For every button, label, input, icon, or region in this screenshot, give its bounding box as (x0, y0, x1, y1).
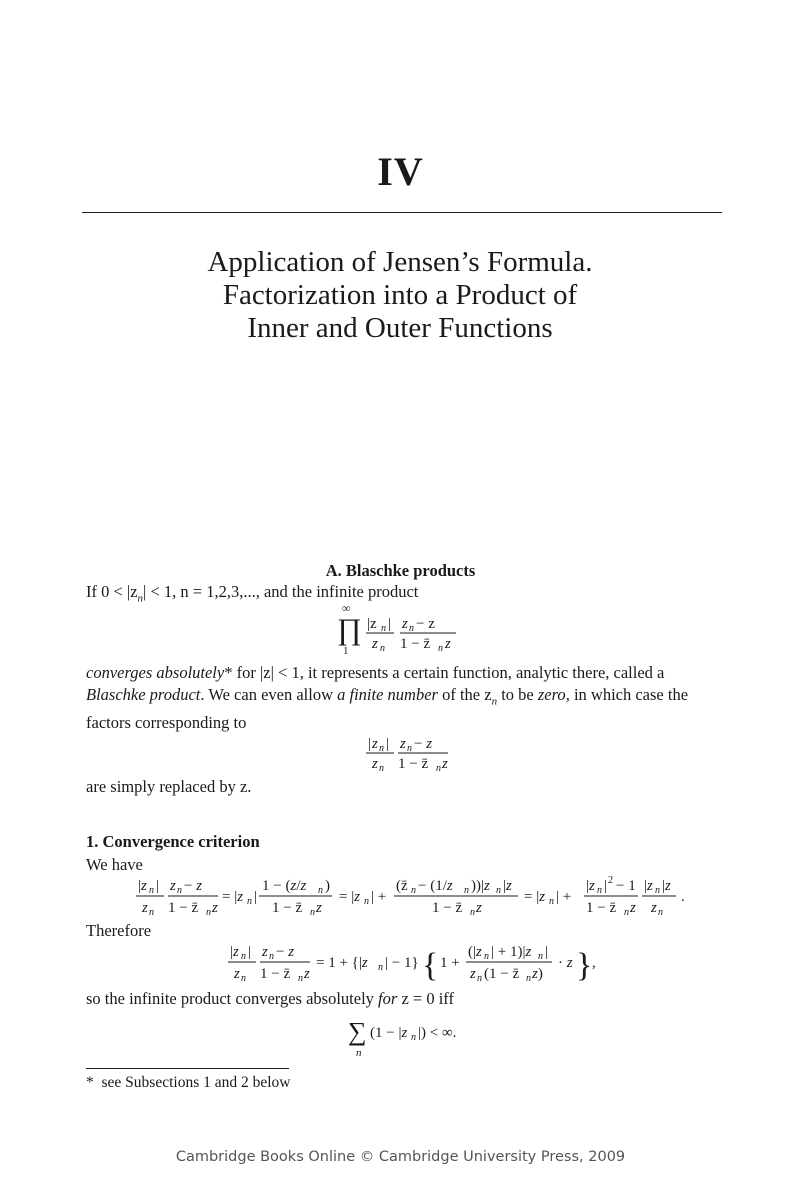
product-num2: z (402, 616, 408, 632)
svg-text:z: z (372, 756, 378, 772)
svg-text:n: n (477, 973, 482, 984)
svg-text:1 − z̄: 1 − z̄ (586, 900, 617, 916)
svg-text:z: z (142, 900, 148, 916)
svg-text:n: n (310, 907, 315, 918)
svg-text:2: 2 (608, 875, 613, 886)
product-lower-limit: 1 (343, 645, 349, 657)
svg-text:n: n (378, 962, 383, 973)
svg-text:|: | (248, 944, 252, 960)
svg-text:| + 1)|z: | + 1)|z (491, 944, 532, 960)
infinite-product-equation (330, 602, 470, 658)
svg-text:− 1: − 1 (616, 878, 636, 894)
svg-text:|: | (156, 878, 160, 894)
paragraph-converges (86, 988, 726, 1010)
svg-text:z: z (170, 878, 176, 894)
svg-text:n: n (484, 951, 489, 962)
svg-text:n: n (411, 1032, 416, 1043)
svg-text:.: . (681, 889, 685, 905)
svg-text:n: n (364, 896, 369, 907)
text-segment: . We can even allow (200, 685, 338, 704)
text-for: for (378, 989, 398, 1008)
text-blaschke-product: Blaschke product (86, 685, 201, 704)
svg-text:z: z (651, 900, 657, 916)
chapter-number: IV (377, 149, 424, 194)
svg-text:z: z (304, 966, 310, 982)
text-segment: , in which case the (565, 685, 689, 704)
product-num2-rest: − z (416, 616, 435, 632)
svg-text:|z: |z (644, 878, 653, 894)
text-segment: so the infinite product converges absolutely (86, 989, 379, 1008)
svg-text:n: n (379, 763, 384, 774)
footnote-rule (86, 1068, 289, 1069)
svg-text:n: n (411, 885, 416, 896)
svg-text:))|z: ))|z (471, 878, 490, 894)
svg-text:n: n (380, 643, 385, 654)
svg-text:z): z) (532, 966, 543, 982)
footnote-marker: * (224, 663, 233, 682)
factor-equation (366, 732, 456, 774)
footnote (86, 1074, 290, 1092)
svg-text:}: } (576, 947, 593, 984)
svg-text:|: | (604, 878, 608, 894)
svg-text:|z: |z (586, 878, 595, 894)
title-line-3: Inner and Outer Functions (247, 312, 553, 344)
svg-text:n: n (149, 885, 154, 896)
svg-text:| +: | + (371, 889, 387, 905)
svg-text:|z: |z (503, 878, 512, 894)
svg-text:z: z (212, 900, 218, 916)
svg-text:= |z: = |z (524, 889, 546, 905)
therefore-equation (226, 938, 606, 990)
svg-text:n: n (436, 763, 441, 774)
paragraph-we-have: We have (86, 855, 143, 874)
svg-text:|z: |z (230, 944, 239, 960)
text-a-finite-number: a finite number (337, 685, 438, 704)
svg-text:|: | (545, 944, 549, 960)
title-line-2: Factorization into a Product of (222, 279, 578, 311)
svg-text:· z: · z (558, 955, 573, 971)
svg-text:|z: |z (662, 878, 671, 894)
text-segment: to be (497, 685, 538, 704)
svg-text:z: z (400, 736, 406, 752)
product-upper-limit: ∞ (342, 601, 351, 615)
svg-text:n: n (177, 885, 182, 896)
svg-text:,: , (592, 955, 596, 971)
svg-text:n: n (381, 623, 386, 634)
svg-text:n: n (206, 907, 211, 918)
svg-text:n: n (149, 907, 154, 918)
product-num1: |z (367, 616, 377, 632)
title-line-1: Application of Jensen’s Formula. (207, 246, 593, 278)
svg-text:): ) (325, 878, 330, 894)
chapter-rule (82, 212, 722, 213)
svg-text:n: n (241, 951, 246, 962)
text-segment: factors corresponding to (86, 713, 247, 733)
svg-text:| +: | + (556, 889, 572, 905)
svg-text:n: n (247, 896, 252, 907)
sum-equation (348, 1010, 478, 1060)
svg-text:z: z (372, 736, 378, 752)
svg-text:1 − z̄: 1 − z̄ (432, 900, 463, 916)
subsection-heading: 1. Convergence criterion (86, 832, 260, 851)
svg-text:z: z (476, 900, 482, 916)
paragraph-replaced: are simply replaced by z. (86, 777, 252, 796)
footnote-text: see Subsections 1 and 2 below (101, 1074, 291, 1091)
svg-text:| − 1}: | − 1} (385, 955, 419, 971)
svg-text:(1 − |z: (1 − |z (370, 1025, 408, 1041)
svg-text:|: | (368, 736, 372, 752)
svg-text:1 − (z/z: 1 − (z/z (262, 878, 307, 894)
svg-text:= 1 + {|z: = 1 + {|z (316, 955, 368, 971)
text-zero: zero (537, 685, 566, 704)
intro-text: If 0 < |z (86, 582, 138, 601)
svg-text:(z̄: (z̄ (396, 878, 408, 894)
svg-text:z: z (234, 966, 240, 982)
text-segment: of the z (437, 685, 492, 704)
svg-text:− (1/z: − (1/z (418, 878, 453, 894)
product-den2: 1 − z̄ (400, 636, 431, 652)
sum-symbol: ∑ (348, 1017, 367, 1046)
svg-text:|: | (254, 889, 258, 905)
svg-text:(|z: (|z (468, 944, 482, 960)
svg-text:1 − z̄: 1 − z̄ (260, 966, 291, 982)
svg-text:n: n (379, 743, 384, 754)
svg-text:− z: − z (184, 878, 203, 894)
svg-text:n: n (464, 885, 469, 896)
svg-text:n: n (526, 973, 531, 984)
convergence-identity-equation (134, 872, 714, 920)
svg-text:n: n (241, 973, 246, 984)
svg-text:− z: − z (276, 944, 295, 960)
svg-text:n: n (496, 885, 501, 896)
page-footer: Cambridge Books Online © Cambridge University Press, 2009 (175, 1149, 626, 1165)
intro-subscript: n (137, 592, 144, 605)
svg-text:n: n (549, 896, 554, 907)
svg-text:|z: |z (138, 878, 147, 894)
svg-text:n: n (597, 885, 602, 896)
text-segment: for |z| < 1, it represents a certain function, analytic there, called a (232, 663, 665, 682)
svg-text:z: z (630, 900, 636, 916)
footnote-star: * (86, 1074, 94, 1091)
svg-text:z: z (316, 900, 322, 916)
svg-text:z: z (470, 966, 476, 982)
svg-text:n: n (658, 907, 663, 918)
sum-subscript: n (356, 1047, 362, 1059)
svg-text:= |z: = |z (339, 889, 361, 905)
text-segment: z = 0 iff (397, 989, 454, 1008)
svg-text:n: n (269, 951, 274, 962)
svg-text:|) < ∞.: |) < ∞. (418, 1025, 457, 1041)
svg-text:{: { (422, 947, 439, 984)
paragraph-blaschke: converges absolutely* for |z| < 1, it represents a certain function, analytic there, called a Blaschke product. We can even allow a finite number of the $z_n$ to be zero, in which case the factors corresponding to (86, 663, 689, 733)
svg-text:n: n (538, 951, 543, 962)
product-den1: z (372, 636, 378, 652)
svg-text:n: n (407, 743, 412, 754)
product-den2-rest: z (445, 636, 451, 652)
svg-text:1 − z̄: 1 − z̄ (168, 900, 199, 916)
svg-text:|: | (386, 736, 390, 752)
svg-text:n: n (655, 885, 660, 896)
svg-text:1 − z̄: 1 − z̄ (272, 900, 303, 916)
svg-text:n: n (438, 643, 443, 654)
svg-text:(1 − z̄: (1 − z̄ (484, 966, 520, 982)
svg-text:1 +: 1 + (440, 955, 460, 971)
intro-text-rest: | < 1, n = 1,2,3,..., and the infinite product (143, 582, 419, 601)
text-converges-absolutely: converges absolutely (86, 663, 225, 682)
svg-text:− z: − z (414, 736, 433, 752)
svg-text:1 − z̄: 1 − z̄ (398, 756, 429, 772)
chapter-title (100, 246, 700, 345)
svg-text:n: n (624, 907, 629, 918)
svg-text:n: n (318, 885, 323, 896)
paragraph-therefore: Therefore (86, 921, 152, 940)
section-heading: A. Blaschke products (325, 561, 476, 580)
svg-text:n: n (298, 973, 303, 984)
product-symbol: ∏ (337, 613, 362, 646)
svg-text:z: z (262, 944, 268, 960)
svg-text:= |z: = |z (222, 889, 244, 905)
svg-text:z: z (442, 756, 448, 772)
svg-text:n: n (470, 907, 475, 918)
svg-text:n: n (409, 623, 414, 634)
svg-text:|: | (388, 616, 392, 632)
